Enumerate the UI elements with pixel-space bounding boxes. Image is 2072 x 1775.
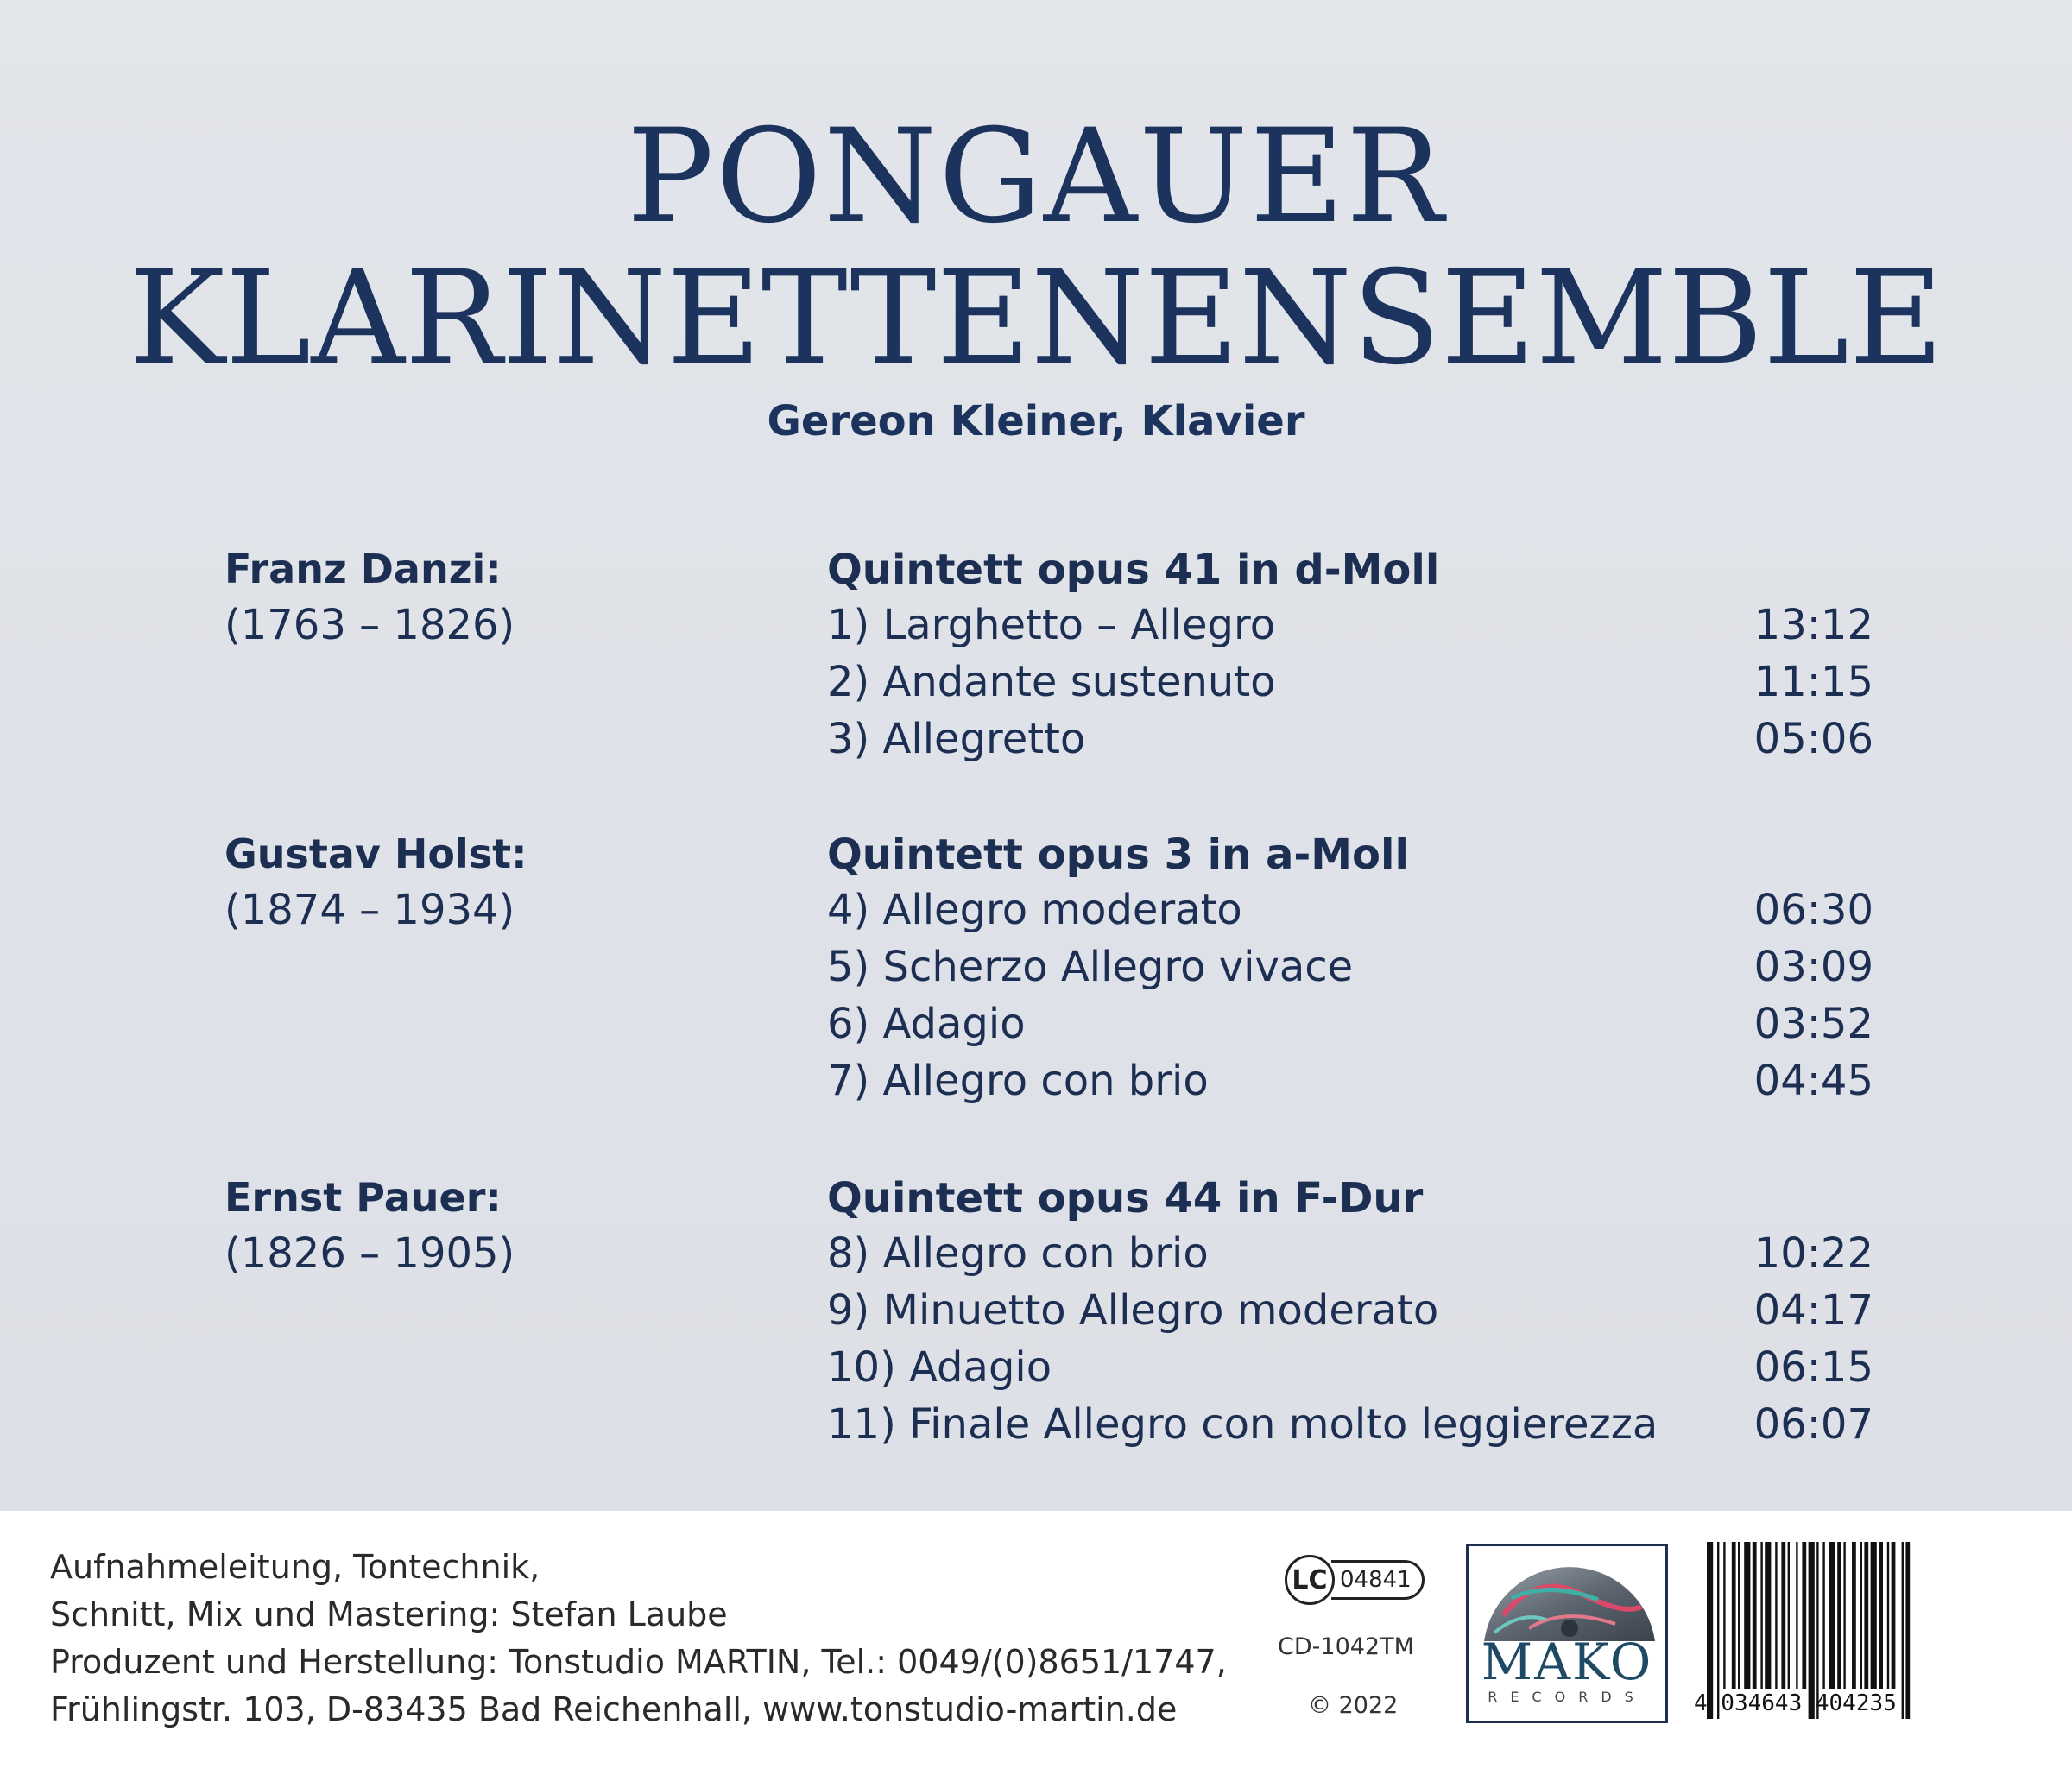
work-title: Quintett opus 44 in F-Dur — [827, 1174, 1424, 1222]
track-time: 05:06 — [1753, 715, 1873, 763]
barcode-bar — [1852, 1542, 1856, 1689]
barcode-bar — [1860, 1542, 1862, 1689]
track-title: 9) Minuetto Allegro moderato — [827, 1286, 1439, 1335]
track-time: 06:15 — [1753, 1343, 1873, 1392]
barcode-bar — [1822, 1542, 1824, 1689]
composer-name: Gustav Holst: — [224, 831, 527, 877]
barcode-bar — [1775, 1542, 1777, 1689]
lc-number: 04841 — [1331, 1560, 1424, 1600]
track-time: 13:12 — [1753, 601, 1873, 649]
credit-line: Frühlingstr. 103, D-83435 Bad Reichenhall, www.tonstudio-martin.de — [50, 1690, 1178, 1728]
logo-subtitle: RECORDS — [1488, 1689, 1646, 1705]
title-line-2: KLARINETTENENSEMBLE — [128, 243, 1944, 394]
barcode-bar — [1887, 1542, 1889, 1689]
track-time: 04:45 — [1753, 1057, 1873, 1105]
composer-name: Ernst Pauer: — [224, 1174, 502, 1221]
work-title: Quintett opus 3 in a-Moll — [827, 831, 1409, 879]
composer-years: (1763 – 1826) — [224, 601, 515, 649]
barcode-bar — [1796, 1542, 1797, 1689]
mako-records-logo — [1466, 1544, 1668, 1723]
barcode-bar — [1788, 1542, 1790, 1689]
track-title: 2) Andante sustenuto — [827, 658, 1276, 706]
barcode-bar — [1765, 1542, 1771, 1689]
barcode-bar — [1843, 1542, 1845, 1689]
barcode-bar — [1732, 1542, 1736, 1689]
barcode-bar — [1837, 1542, 1841, 1689]
track-title: 4) Allegro moderato — [827, 886, 1242, 934]
composer-name: Franz Danzi: — [224, 546, 502, 592]
track-title: 1) Larghetto – Allegro — [827, 601, 1276, 649]
production-credits — [50, 1544, 1227, 1734]
track-time: 06:07 — [1753, 1400, 1873, 1449]
track-time: 04:17 — [1753, 1286, 1873, 1335]
track-title: 5) Scherzo Allegro vivace — [827, 943, 1354, 991]
barcode-bar — [1738, 1542, 1740, 1689]
barcode-bar — [1892, 1542, 1896, 1689]
track-title: 6) Adagio — [827, 1000, 1026, 1048]
logo-wordmark: MAKO — [1481, 1633, 1653, 1691]
barcode-digits: 4 034643 404235 — [1694, 1690, 1897, 1716]
barcode-bar — [1781, 1542, 1785, 1689]
barcode-bar — [1753, 1542, 1757, 1689]
track-time: 03:52 — [1753, 1000, 1873, 1048]
composer-years: (1826 – 1905) — [224, 1229, 515, 1278]
barcode-bar — [1760, 1542, 1762, 1689]
barcode-bar — [1744, 1542, 1750, 1689]
track-title: 3) Allegretto — [827, 715, 1086, 763]
credit-line: Aufnahmeleitung, Tontechnik, — [50, 1548, 540, 1586]
track-time: 03:09 — [1753, 943, 1873, 991]
catalog-number: CD-1042TM — [1278, 1633, 1414, 1660]
composer-years: (1874 – 1934) — [224, 886, 515, 934]
track-title: 10) Adagio — [827, 1343, 1052, 1392]
lc-prefix: LC — [1285, 1555, 1335, 1605]
credit-line: Schnitt, Mix und Mastering: Stefan Laube — [50, 1595, 728, 1633]
subtitle-pianist: Gereon Kleiner, Klavier — [767, 397, 1305, 445]
track-time: 11:15 — [1753, 658, 1873, 706]
track-title: 7) Allegro con brio — [827, 1057, 1209, 1105]
barcode-bar — [1802, 1542, 1806, 1689]
track-time: 06:30 — [1753, 886, 1873, 934]
barcode-bar — [1879, 1542, 1883, 1689]
label-code-badge — [1285, 1554, 1424, 1606]
barcode-bar — [1864, 1542, 1868, 1689]
barcode-bar — [1723, 1542, 1725, 1689]
track-time: 10:22 — [1753, 1229, 1873, 1278]
copyright-year: © 2022 — [1308, 1692, 1399, 1719]
work-title: Quintett opus 41 in d-Moll — [827, 546, 1440, 594]
barcode-bar — [1871, 1542, 1877, 1689]
track-title: 11) Finale Allegro con molto leggierezza — [827, 1400, 1658, 1449]
track-title: 8) Allegro con brio — [827, 1229, 1209, 1278]
credit-line: Produzent und Herstellung: Tonstudio MARTIN, Tel.: 0049/(0)8651/1747, — [50, 1643, 1227, 1681]
title-line-1: PONGAUER — [626, 102, 1446, 252]
barcode-bar — [1829, 1542, 1835, 1689]
